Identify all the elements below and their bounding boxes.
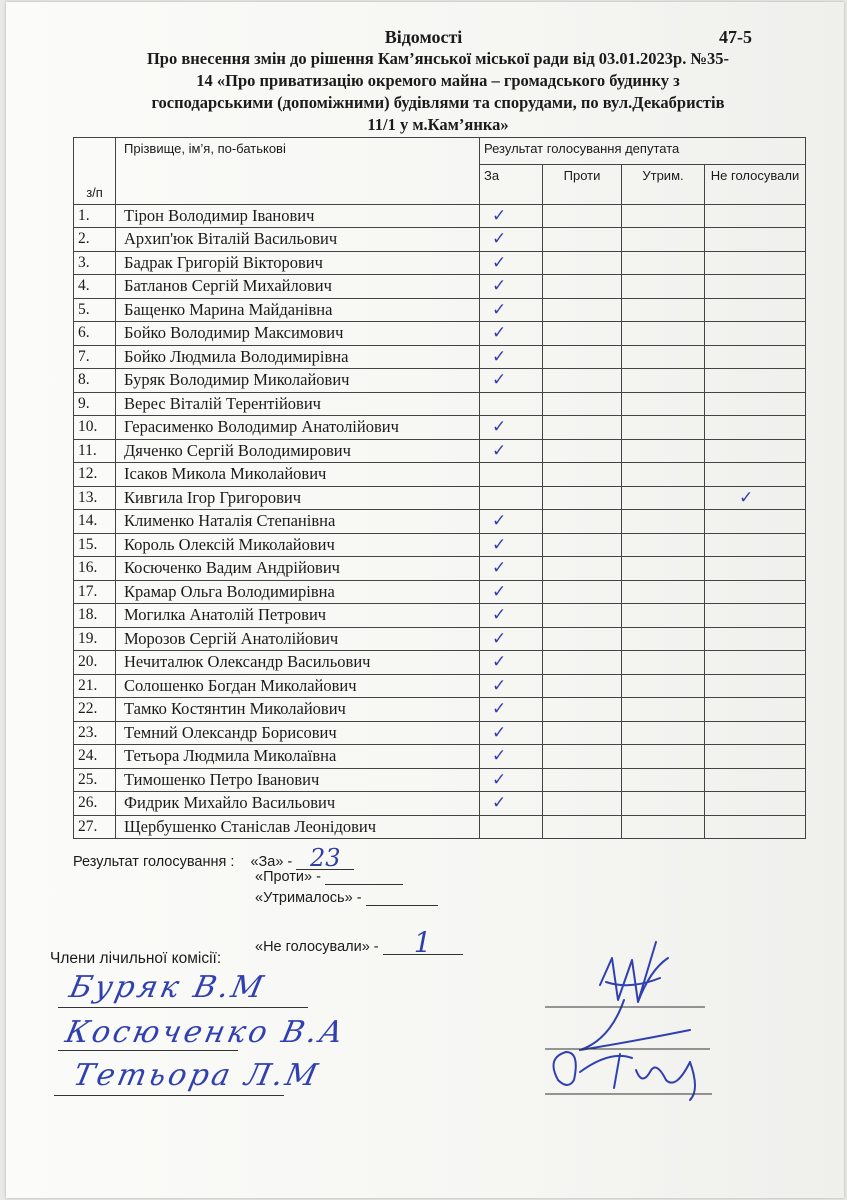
- vote-abstain-cell: [622, 768, 705, 792]
- vote-abstain-cell: [622, 580, 705, 604]
- row-number: 9.: [74, 392, 116, 416]
- vote-for-cell: [480, 228, 543, 252]
- for-value: 23: [296, 847, 354, 870]
- vote-abstain-cell: [622, 674, 705, 698]
- vote-for-cell: [480, 580, 543, 604]
- row-number: 3.: [74, 251, 116, 275]
- vote-against-cell: [543, 557, 622, 581]
- vote-for-cell: [480, 533, 543, 557]
- vote-against-cell: [543, 486, 622, 510]
- not-voted-label: «Не голосували» -: [255, 939, 379, 955]
- deputy-name: Бойко Володимир Максимович: [116, 322, 480, 346]
- vote-for-cell: [480, 604, 543, 628]
- row-number: 27.: [74, 815, 116, 839]
- table-row: [74, 792, 806, 816]
- vote-against-cell: [543, 580, 622, 604]
- table-row: [74, 392, 806, 416]
- vote-for-cell: [480, 251, 543, 275]
- deputy-name: Кивгила Ігор Григорович: [116, 486, 480, 510]
- table-row: [74, 604, 806, 628]
- vote-for-cell: [480, 674, 543, 698]
- vote-not-voted-cell: [705, 745, 806, 769]
- document-code: 47-5: [719, 27, 752, 47]
- deputy-name: Архип'юк Віталій Васильович: [116, 228, 480, 252]
- check-mark-icon: ✓: [492, 793, 507, 814]
- signature-line: [58, 1050, 238, 1051]
- row-number: 16.: [74, 557, 116, 581]
- row-number: 6.: [74, 322, 116, 346]
- check-mark-icon: ✓: [492, 346, 507, 367]
- vote-abstain-cell: [622, 298, 705, 322]
- abstain-label: «Утрималось» -: [255, 890, 362, 906]
- signature-stroke: [554, 1052, 696, 1100]
- row-number: 11.: [74, 439, 116, 463]
- vote-for-cell: [480, 721, 543, 745]
- vote-for-cell: [480, 486, 543, 510]
- vote-abstain-cell: [622, 204, 705, 228]
- deputy-name: Темний Олександр Борисович: [116, 721, 480, 745]
- subtitle-line: Про внесення змін до рішення Кам’янської міської ради від 03.01.2023р. №35-: [146, 49, 730, 68]
- commission-label: Члени лічильної комісії:: [50, 950, 222, 967]
- deputy-name: Буряк Володимир Миколайович: [116, 369, 480, 393]
- vote-for-cell: [480, 510, 543, 534]
- vote-not-voted-cell: [705, 698, 806, 722]
- vote-abstain-cell: [622, 627, 705, 651]
- vote-not-voted-cell: [705, 815, 806, 839]
- deputy-name: Морозов Сергій Анатолійович: [116, 627, 480, 651]
- check-mark-icon: ✓: [492, 628, 507, 649]
- vote-not-voted-cell: [705, 557, 806, 581]
- deputy-name: Крамар Ольга Володимирівна: [116, 580, 480, 604]
- table-row: [74, 580, 806, 604]
- vote-for-cell: [480, 275, 543, 299]
- table-row: [74, 204, 806, 228]
- vote-not-voted-cell: [705, 533, 806, 557]
- vote-not-voted-cell: [705, 322, 806, 346]
- signature-stroke: [580, 942, 690, 1050]
- summary-row-against: [255, 868, 403, 885]
- vote-not-voted-cell: [705, 721, 806, 745]
- check-mark-icon: ✓: [492, 722, 507, 743]
- vote-not-voted-cell: [705, 510, 806, 534]
- vote-against-cell: [543, 251, 622, 275]
- vote-not-voted-cell: [705, 416, 806, 440]
- vote-not-voted-cell: [705, 463, 806, 487]
- summary-row-not-voted: [255, 926, 463, 959]
- row-number: 23.: [74, 721, 116, 745]
- vote-not-voted-cell: [705, 604, 806, 628]
- row-number: 2.: [74, 228, 116, 252]
- table-row: [74, 463, 806, 487]
- check-mark-icon: ✓: [492, 370, 507, 391]
- vote-abstain-cell: [622, 463, 705, 487]
- check-mark-icon: ✓: [492, 229, 507, 250]
- vote-not-voted-cell: [705, 228, 806, 252]
- vote-abstain-cell: [622, 792, 705, 816]
- check-mark-icon: ✓: [492, 769, 507, 790]
- check-mark-icon: ✓: [492, 699, 507, 720]
- deputy-name: Бащенко Марина Майданівна: [116, 298, 480, 322]
- check-mark-icon: ✓: [492, 675, 507, 696]
- vote-against-cell: [543, 463, 622, 487]
- summary-row-for: [73, 844, 354, 872]
- vote-for-cell: [480, 204, 543, 228]
- vote-for-cell: [480, 792, 543, 816]
- table-row: [74, 557, 806, 581]
- table-row: [74, 815, 806, 839]
- table-row: [74, 369, 806, 393]
- table-row: [74, 251, 806, 275]
- vote-abstain-cell: [622, 322, 705, 346]
- header-for: За: [480, 164, 543, 204]
- deputy-name: Тетьора Людмила Миколаївна: [116, 745, 480, 769]
- vote-for-cell: [480, 439, 543, 463]
- vote-for-cell: [480, 463, 543, 487]
- vote-abstain-cell: [622, 392, 705, 416]
- vote-for-cell: [480, 298, 543, 322]
- table-row: [74, 439, 806, 463]
- vote-abstain-cell: [622, 275, 705, 299]
- vote-not-voted-cell: [705, 439, 806, 463]
- vote-against-cell: [543, 392, 622, 416]
- vote-against-cell: [543, 651, 622, 675]
- row-number: 24.: [74, 745, 116, 769]
- row-number: 26.: [74, 792, 116, 816]
- vote-against-cell: [543, 369, 622, 393]
- table-row: [74, 768, 806, 792]
- vote-against-cell: [543, 204, 622, 228]
- deputy-name: Могилка Анатолій Петрович: [116, 604, 480, 628]
- row-number: 10.: [74, 416, 116, 440]
- deputy-name: Нечиталюк Олександр Васильович: [116, 651, 480, 675]
- abstain-value-line: [366, 889, 438, 906]
- header-name: Прізвище, ім’я, по-батькові: [116, 138, 480, 205]
- table-row: [74, 416, 806, 440]
- check-mark-icon: ✓: [492, 205, 507, 226]
- vote-against-cell: [543, 439, 622, 463]
- vote-not-voted-cell: [705, 580, 806, 604]
- vote-not-voted-cell: [705, 275, 806, 299]
- table-row: [74, 510, 806, 534]
- not-voted-value: 1: [383, 932, 463, 955]
- header-abstain: Утрим.: [622, 164, 705, 204]
- row-number: 13.: [74, 486, 116, 510]
- deputy-name: Бадрак Григорій Вікторович: [116, 251, 480, 275]
- summary-row-abstain: [255, 889, 438, 906]
- deputy-name: Батланов Сергій Михайлович: [116, 275, 480, 299]
- vote-against-cell: [543, 510, 622, 534]
- document-subtitle: [78, 48, 798, 136]
- table-row: [74, 745, 806, 769]
- vote-abstain-cell: [622, 698, 705, 722]
- vote-against-cell: [543, 322, 622, 346]
- check-mark-icon: ✓: [492, 534, 507, 555]
- vote-for-cell: [480, 557, 543, 581]
- vote-against-cell: [543, 792, 622, 816]
- check-mark-icon: ✓: [492, 417, 507, 438]
- vote-against-cell: [543, 698, 622, 722]
- check-mark-icon: ✓: [492, 581, 507, 602]
- header-against: Проти: [543, 164, 622, 204]
- check-mark-icon: ✓: [492, 558, 507, 579]
- vote-abstain-cell: [622, 416, 705, 440]
- vote-not-voted-cell: [705, 627, 806, 651]
- row-number: 18.: [74, 604, 116, 628]
- row-number: 21.: [74, 674, 116, 698]
- table-row: [74, 721, 806, 745]
- vote-abstain-cell: [622, 721, 705, 745]
- deputy-name: Бойко Людмила Володимирівна: [116, 345, 480, 369]
- table-row: [74, 275, 806, 299]
- vote-against-cell: [543, 228, 622, 252]
- vote-not-voted-cell: [705, 204, 806, 228]
- vote-not-voted-cell: [705, 674, 806, 698]
- row-number: 5.: [74, 298, 116, 322]
- deputy-name: Косюченко Вадим Андрійович: [116, 557, 480, 581]
- signature-line: [54, 1095, 284, 1096]
- vote-against-cell: [543, 298, 622, 322]
- commission-member-signature: Косюченко В.А: [62, 1015, 350, 1050]
- vote-abstain-cell: [622, 486, 705, 510]
- check-mark-icon: ✓: [492, 276, 507, 297]
- vote-abstain-cell: [622, 369, 705, 393]
- header-not-voted: Не голосували: [705, 164, 806, 204]
- vote-not-voted-cell: [705, 298, 806, 322]
- deputy-name: Тірон Володимир Іванович: [116, 204, 480, 228]
- against-value-line: [325, 868, 403, 885]
- vote-for-cell: [480, 651, 543, 675]
- vote-abstain-cell: [622, 510, 705, 534]
- vote-for-cell: [480, 815, 543, 839]
- summary-label: Результат голосування :: [73, 854, 235, 870]
- vote-for-cell: [480, 768, 543, 792]
- vote-not-voted-cell: [705, 345, 806, 369]
- table-row: [74, 486, 806, 510]
- check-mark-icon: ✓: [492, 252, 507, 273]
- vote-abstain-cell: [622, 745, 705, 769]
- table-row: [74, 698, 806, 722]
- vote-abstain-cell: [622, 651, 705, 675]
- row-number: 4.: [74, 275, 116, 299]
- vote-against-cell: [543, 815, 622, 839]
- check-mark-icon: ✓: [739, 487, 754, 508]
- vote-not-voted-cell: [705, 392, 806, 416]
- subtitle-line: 14 «Про приватизацію окремого майна – громадського будинку з: [196, 71, 680, 90]
- table-row: [74, 298, 806, 322]
- vote-for-cell: [480, 416, 543, 440]
- row-number: 12.: [74, 463, 116, 487]
- table-row: [74, 345, 806, 369]
- check-mark-icon: ✓: [492, 440, 507, 461]
- vote-against-cell: [543, 768, 622, 792]
- commission-member-signature: Буряк В.М: [66, 970, 270, 1005]
- vote-not-voted-cell: [705, 651, 806, 675]
- deputy-name: Ісаков Микола Миколайович: [116, 463, 480, 487]
- vote-not-voted-cell: [705, 768, 806, 792]
- row-number: 17.: [74, 580, 116, 604]
- table-row: [74, 674, 806, 698]
- header-number: з/п: [74, 138, 116, 205]
- vote-not-voted-cell: [705, 486, 806, 510]
- vote-abstain-cell: [622, 557, 705, 581]
- vote-against-cell: [543, 416, 622, 440]
- row-number: 20.: [74, 651, 116, 675]
- check-mark-icon: ✓: [492, 323, 507, 344]
- vote-against-cell: [543, 721, 622, 745]
- vote-not-voted-cell: [705, 369, 806, 393]
- vote-for-cell: [480, 392, 543, 416]
- row-number: 15.: [74, 533, 116, 557]
- vote-abstain-cell: [622, 439, 705, 463]
- check-mark-icon: ✓: [492, 299, 507, 320]
- deputy-name: Дяченко Сергій Володимирович: [116, 439, 480, 463]
- vote-against-cell: [543, 604, 622, 628]
- vote-abstain-cell: [622, 533, 705, 557]
- signature-line: [58, 1007, 308, 1008]
- vote-against-cell: [543, 745, 622, 769]
- deputy-name: Герасименко Володимир Анатолійович: [116, 416, 480, 440]
- header-result: Результат голосування депутата: [480, 138, 806, 165]
- vote-against-cell: [543, 627, 622, 651]
- row-number: 14.: [74, 510, 116, 534]
- table-row: [74, 322, 806, 346]
- vote-abstain-cell: [622, 815, 705, 839]
- vote-against-cell: [543, 345, 622, 369]
- table-row: [74, 533, 806, 557]
- row-number: 7.: [74, 345, 116, 369]
- table-row: [74, 228, 806, 252]
- voting-table: [73, 137, 806, 839]
- vote-for-cell: [480, 345, 543, 369]
- vote-for-cell: [480, 322, 543, 346]
- table-row: [74, 651, 806, 675]
- vote-not-voted-cell: [705, 792, 806, 816]
- deputy-name: Тимошенко Петро Іванович: [116, 768, 480, 792]
- vote-abstain-cell: [622, 228, 705, 252]
- deputy-name: Щербушенко Станіслав Леонідович: [116, 815, 480, 839]
- row-number: 25.: [74, 768, 116, 792]
- check-mark-icon: ✓: [492, 511, 507, 532]
- subtitle-line: господарськими (допоміжними) будівлями та спорудами, по вул.Декабристів: [151, 93, 725, 112]
- vote-for-cell: [480, 745, 543, 769]
- vote-for-cell: [480, 698, 543, 722]
- document-title: Відомості: [384, 27, 463, 47]
- deputy-name: Верес Віталій Терентійович: [116, 392, 480, 416]
- check-mark-icon: ✓: [492, 652, 507, 673]
- vote-against-cell: [543, 533, 622, 557]
- row-number: 1.: [74, 204, 116, 228]
- vote-against-cell: [543, 674, 622, 698]
- handwritten-signatures: [540, 930, 780, 1110]
- subtitle-line: 11/1 у м.Кам’янка»: [367, 115, 509, 134]
- vote-for-cell: [480, 627, 543, 651]
- for-label: «За» -: [250, 854, 293, 870]
- vote-for-cell: [480, 369, 543, 393]
- deputy-name: Король Олексій Миколайович: [116, 533, 480, 557]
- deputy-name: Клименко Наталія Степанівна: [116, 510, 480, 534]
- row-number: 19.: [74, 627, 116, 651]
- vote-against-cell: [543, 275, 622, 299]
- check-mark-icon: ✓: [492, 746, 507, 767]
- table-row: [74, 627, 806, 651]
- commission-member-signature: Тетьора Л.М: [70, 1058, 324, 1093]
- row-number: 22.: [74, 698, 116, 722]
- vote-abstain-cell: [622, 251, 705, 275]
- row-number: 8.: [74, 369, 116, 393]
- deputy-name: Фидрик Михайло Васильович: [116, 792, 480, 816]
- vote-abstain-cell: [622, 345, 705, 369]
- against-label: «Проти» -: [255, 869, 321, 885]
- check-mark-icon: ✓: [492, 605, 507, 626]
- deputy-name: Солошенко Богдан Миколайович: [116, 674, 480, 698]
- vote-abstain-cell: [622, 604, 705, 628]
- vote-not-voted-cell: [705, 251, 806, 275]
- deputy-name: Тамко Костянтин Миколайович: [116, 698, 480, 722]
